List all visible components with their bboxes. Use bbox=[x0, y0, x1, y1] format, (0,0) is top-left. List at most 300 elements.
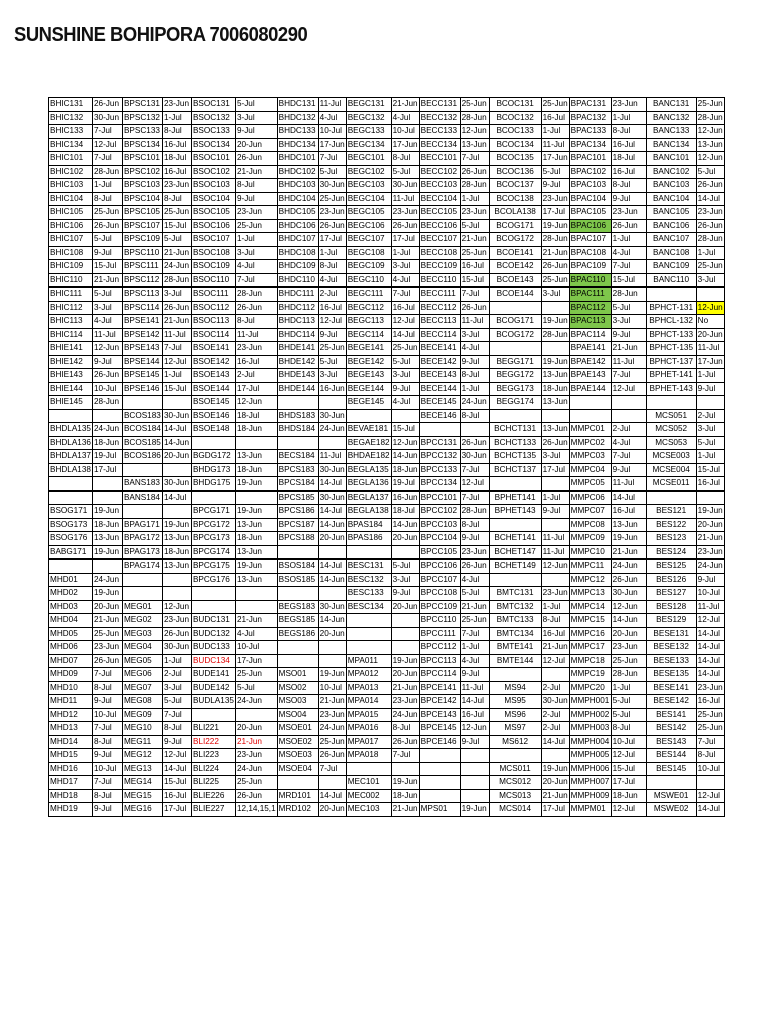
course-code-cell: BHDC101 bbox=[277, 152, 318, 166]
course-code-cell: BESC131 bbox=[346, 559, 391, 573]
exam-date-cell: 11-Jul bbox=[696, 342, 724, 356]
exam-date-cell: 25-Jun bbox=[696, 260, 724, 274]
table-row bbox=[49, 450, 725, 464]
course-code-cell: MCS051 bbox=[646, 409, 696, 423]
exam-date-cell: 17-Jul bbox=[541, 206, 569, 220]
exam-date-cell: 23-Jun bbox=[162, 614, 191, 628]
exam-date-cell: 12-Jun bbox=[92, 342, 122, 356]
course-code-cell: BLI224 bbox=[191, 762, 235, 776]
course-code-cell: BHDC103 bbox=[277, 179, 318, 193]
exam-date-cell: 26-Jun bbox=[318, 219, 346, 233]
course-code-cell: BECC112 bbox=[419, 301, 460, 315]
exam-date-cell: 7-Jul bbox=[611, 260, 646, 274]
exam-date-cell bbox=[541, 668, 569, 682]
exam-date-cell: 23-Jun bbox=[318, 206, 346, 220]
exam-date-cell: 23-Jun bbox=[541, 192, 569, 206]
course-code-cell: BECC114 bbox=[419, 328, 460, 342]
course-code-cell: BPCC113 bbox=[419, 654, 460, 668]
exam-date-cell: 3-Jul bbox=[541, 287, 569, 301]
exam-date-cell: 26-Jun bbox=[162, 301, 191, 315]
course-code-cell: MMPH009 bbox=[569, 789, 611, 803]
exam-date-cell: 23-Jun bbox=[162, 98, 191, 112]
exam-date-cell: 20-Jun bbox=[696, 328, 724, 342]
exam-date-cell: 21-Jun bbox=[696, 532, 724, 546]
exam-date-cell: 25-Jun bbox=[696, 98, 724, 112]
exam-date-cell: 9-Jul bbox=[391, 587, 419, 601]
exam-date-cell: 25-Jun bbox=[235, 219, 277, 233]
course-code-cell bbox=[346, 409, 391, 423]
exam-date-cell bbox=[541, 477, 569, 491]
exam-date-cell: 13-Jun bbox=[696, 138, 724, 152]
exam-date-cell: 23-Jun bbox=[318, 708, 346, 722]
course-code-cell: BCOE142 bbox=[489, 260, 541, 274]
exam-date-cell: 9-Jul bbox=[696, 382, 724, 396]
course-code-cell: BEGG171 bbox=[489, 355, 541, 369]
exam-date-cell: 9-Jul bbox=[541, 505, 569, 519]
course-code-cell: MMPC12 bbox=[569, 573, 611, 587]
course-code-cell: BES123 bbox=[646, 532, 696, 546]
exam-date-cell: 3-Jul bbox=[92, 301, 122, 315]
exam-date-cell: 18-Jul bbox=[235, 409, 277, 423]
course-code-cell: BEGC101 bbox=[346, 152, 391, 166]
course-code-cell: BESC133 bbox=[346, 587, 391, 601]
course-code-cell: BPCC109 bbox=[419, 600, 460, 614]
course-code-cell: MEG10 bbox=[122, 722, 162, 736]
course-code-cell: MEG07 bbox=[122, 681, 162, 695]
exam-date-cell: 24-Jun bbox=[611, 559, 646, 573]
table-row bbox=[49, 98, 725, 112]
exam-date-cell: 9-Jul bbox=[92, 246, 122, 260]
course-code-cell: BPAC110 bbox=[569, 273, 611, 287]
course-code-cell: BES121 bbox=[646, 505, 696, 519]
exam-date-cell: 18-Jul bbox=[611, 152, 646, 166]
exam-date-cell bbox=[235, 587, 277, 601]
exam-date-cell: 24-Jun bbox=[391, 708, 419, 722]
table-row bbox=[49, 436, 725, 450]
exam-date-cell: 2-Jul bbox=[541, 681, 569, 695]
course-code-cell: BANC102 bbox=[646, 165, 696, 179]
course-code-cell: BHDC111 bbox=[277, 287, 318, 301]
exam-date-cell: 14-Jun bbox=[318, 614, 346, 628]
exam-date-cell: 16-Jun bbox=[391, 491, 419, 505]
exam-date-cell bbox=[391, 762, 419, 776]
course-code-cell: BES129 bbox=[646, 614, 696, 628]
course-code-cell: BMTE144 bbox=[489, 654, 541, 668]
exam-date-cell: 24-Jun bbox=[162, 260, 191, 274]
course-code-cell: BSOC114 bbox=[191, 328, 235, 342]
exam-date-cell: 20-Jun bbox=[391, 668, 419, 682]
table-row bbox=[49, 328, 725, 342]
course-code-cell: BHDC112 bbox=[277, 301, 318, 315]
course-code-cell: BEGC104 bbox=[346, 192, 391, 206]
exam-date-cell: 20-Jun bbox=[318, 532, 346, 546]
course-code-cell: BHIC110 bbox=[49, 273, 93, 287]
exam-date-cell: 9-Jul bbox=[460, 668, 489, 682]
course-code-cell: MMPC15 bbox=[569, 614, 611, 628]
exam-date-cell: 26-Jun bbox=[235, 789, 277, 803]
course-code-cell: BEGE144 bbox=[346, 382, 391, 396]
exam-date-cell: 25-Jun bbox=[541, 273, 569, 287]
course-code-cell: BANC104 bbox=[646, 192, 696, 206]
exam-date-cell bbox=[391, 627, 419, 641]
course-code-cell: BCOE144 bbox=[489, 287, 541, 301]
exam-date-cell: 8-Jul bbox=[162, 125, 191, 139]
course-code-cell: BEGE141 bbox=[346, 342, 391, 356]
exam-date-cell: 16-Jul bbox=[611, 165, 646, 179]
exam-date-cell: 3-Jul bbox=[391, 260, 419, 274]
exam-date-cell: 13-Jun bbox=[235, 573, 277, 587]
course-code-cell: BHDLA138 bbox=[49, 463, 93, 477]
exam-date-cell: 26-Jun bbox=[696, 179, 724, 193]
exam-date-cell: 25-Jun bbox=[235, 668, 277, 682]
course-code-cell: BHIC114 bbox=[49, 328, 93, 342]
exam-date-cell: 21-Jun bbox=[235, 735, 277, 749]
exam-date-cell: 7-Jul bbox=[92, 722, 122, 736]
table-row bbox=[49, 776, 725, 790]
course-code-cell: MMPC10 bbox=[569, 545, 611, 559]
course-code-cell: BPHET141 bbox=[489, 491, 541, 505]
course-code-cell: BPCS183 bbox=[277, 463, 318, 477]
course-code-cell: BPSC111 bbox=[122, 260, 162, 274]
exam-date-cell: 25-Jun bbox=[92, 627, 122, 641]
exam-date-cell: 17-Jun bbox=[235, 654, 277, 668]
exam-date-cell: 18-Jun bbox=[235, 423, 277, 437]
course-code-cell: BPHET-141 bbox=[646, 369, 696, 383]
exam-date-cell: 8-Jul bbox=[162, 722, 191, 736]
course-code-cell: BPAC112 bbox=[569, 301, 611, 315]
exam-date-cell: 17-Jul bbox=[162, 803, 191, 817]
exam-date-cell: 14-Jun bbox=[318, 573, 346, 587]
course-code-cell: BCOS186 bbox=[122, 450, 162, 464]
course-code-cell: MSO01 bbox=[277, 668, 318, 682]
course-code-cell: BSOC134 bbox=[191, 138, 235, 152]
exam-date-cell: 12-Jun bbox=[696, 301, 724, 315]
exam-date-cell: 1-Jul bbox=[460, 192, 489, 206]
exam-date-cell: 4-Jul bbox=[235, 627, 277, 641]
course-code-cell: BEGC114 bbox=[346, 328, 391, 342]
exam-date-cell: 25-Jun bbox=[92, 206, 122, 220]
course-code-cell: BANC109 bbox=[646, 260, 696, 274]
exam-date-cell bbox=[696, 287, 724, 301]
course-code-cell: BES126 bbox=[646, 573, 696, 587]
exam-date-cell bbox=[235, 491, 277, 505]
exam-date-cell: 25-Jun bbox=[460, 614, 489, 628]
course-code-cell: BESE132 bbox=[646, 641, 696, 655]
course-code-cell: BPCC111 bbox=[419, 627, 460, 641]
exam-date-cell bbox=[235, 436, 277, 450]
exam-date-cell: 8-Jul bbox=[696, 749, 724, 763]
course-code-cell: BUDE142 bbox=[191, 681, 235, 695]
exam-date-cell: 21-Jun bbox=[391, 98, 419, 112]
course-code-cell: BSOC131 bbox=[191, 98, 235, 112]
table-row bbox=[49, 246, 725, 260]
course-code-cell: BHDAE182 bbox=[346, 450, 391, 464]
course-code-cell: BESE133 bbox=[646, 654, 696, 668]
course-code-cell: BPCC101 bbox=[419, 491, 460, 505]
course-code-cell: BHDC113 bbox=[277, 315, 318, 329]
exam-date-cell: 21-Jun bbox=[162, 315, 191, 329]
course-code-cell: BPSC103 bbox=[122, 179, 162, 193]
exam-date-cell bbox=[162, 573, 191, 587]
exam-date-cell: 16-Jul bbox=[696, 477, 724, 491]
exam-date-cell: 11-Jul bbox=[235, 328, 277, 342]
table-row bbox=[49, 762, 725, 776]
course-code-cell bbox=[489, 342, 541, 356]
exam-date-cell: 8-Jul bbox=[541, 614, 569, 628]
course-code-cell: MMPC14 bbox=[569, 600, 611, 614]
course-code-cell: BPAC113 bbox=[569, 315, 611, 329]
course-code-cell: MMPC19 bbox=[569, 668, 611, 682]
course-code-cell: BPCC110 bbox=[419, 614, 460, 628]
course-code-cell: BESE141 bbox=[646, 681, 696, 695]
course-code-cell: BCOE143 bbox=[489, 273, 541, 287]
course-code-cell: MMPC18 bbox=[569, 654, 611, 668]
course-code-cell: BANC134 bbox=[646, 138, 696, 152]
table-row bbox=[49, 233, 725, 247]
course-code-cell: BSOC111 bbox=[191, 287, 235, 301]
course-code-cell: BEGG173 bbox=[489, 382, 541, 396]
exam-date-cell: 5-Jul bbox=[162, 233, 191, 247]
course-code-cell: BHDC106 bbox=[277, 219, 318, 233]
course-code-cell bbox=[489, 573, 541, 587]
course-code-cell: MHD18 bbox=[49, 789, 93, 803]
course-code-cell bbox=[49, 477, 93, 491]
course-code-cell: BECC133 bbox=[419, 125, 460, 139]
course-code-cell: BPCE143 bbox=[419, 708, 460, 722]
exam-date-cell: 30-Jun bbox=[460, 450, 489, 464]
exam-date-cell: 26-Jun bbox=[611, 573, 646, 587]
exam-date-cell: 19-Jun bbox=[92, 505, 122, 519]
exam-date-cell: 7-Jul bbox=[460, 463, 489, 477]
course-code-cell: BSOG171 bbox=[49, 505, 93, 519]
exam-date-cell bbox=[235, 600, 277, 614]
exam-date-cell: 14-Jun bbox=[611, 614, 646, 628]
course-code-cell: BCHCT133 bbox=[489, 436, 541, 450]
course-code-cell bbox=[122, 573, 162, 587]
table-row bbox=[49, 273, 725, 287]
course-code-cell: MHD15 bbox=[49, 749, 93, 763]
course-code-cell bbox=[489, 409, 541, 423]
course-code-cell: MMPC03 bbox=[569, 450, 611, 464]
course-code-cell bbox=[646, 287, 696, 301]
course-code-cell bbox=[419, 789, 460, 803]
course-code-cell: BECS184 bbox=[277, 450, 318, 464]
course-code-cell: BHIC105 bbox=[49, 206, 93, 220]
exam-date-cell: 9-Jul bbox=[391, 382, 419, 396]
exam-date-cell: 11-Jul bbox=[162, 328, 191, 342]
exam-date-cell: 12-Jun bbox=[696, 152, 724, 166]
course-code-cell: BEVAE181 bbox=[346, 423, 391, 437]
exam-date-cell: 7-Jul bbox=[92, 776, 122, 790]
exam-date-cell: 4-Jul bbox=[460, 654, 489, 668]
exam-date-cell: 3-Jul bbox=[696, 423, 724, 437]
exam-date-cell: 12-Jul bbox=[696, 614, 724, 628]
exam-date-cell: 23-Jun bbox=[541, 587, 569, 601]
course-code-cell: MHD03 bbox=[49, 600, 93, 614]
exam-date-cell: 23-Jun bbox=[611, 206, 646, 220]
course-code-cell: MPA013 bbox=[346, 681, 391, 695]
course-code-cell bbox=[191, 600, 235, 614]
course-code-cell: BPAG171 bbox=[122, 518, 162, 532]
exam-date-cell: 4-Jul bbox=[611, 246, 646, 260]
exam-date-cell: 16-Jul bbox=[460, 260, 489, 274]
course-code-cell: BCOC135 bbox=[489, 152, 541, 166]
course-code-cell: BSOC104 bbox=[191, 192, 235, 206]
exam-date-cell: 11-Jul bbox=[611, 355, 646, 369]
course-code-cell bbox=[346, 545, 391, 559]
course-code-cell: BCOG171 bbox=[489, 315, 541, 329]
exam-date-cell: 7-Jul bbox=[460, 287, 489, 301]
exam-date-cell: 9-Jul bbox=[696, 573, 724, 587]
exam-date-cell: 1-Jul bbox=[162, 369, 191, 383]
exam-date-cell bbox=[92, 559, 122, 573]
table-row bbox=[49, 138, 725, 152]
course-code-cell: BPAS186 bbox=[346, 532, 391, 546]
course-code-cell: BHDLA135 bbox=[49, 423, 93, 437]
exam-date-cell: 28-Jun bbox=[235, 287, 277, 301]
exam-date-cell: 26-Jun bbox=[318, 749, 346, 763]
course-code-cell: BECC106 bbox=[419, 219, 460, 233]
exam-date-cell: 9-Jul bbox=[92, 749, 122, 763]
course-code-cell: BPSC104 bbox=[122, 192, 162, 206]
exam-date-cell: 7-Jul bbox=[92, 125, 122, 139]
exam-date-cell: 23-Jun bbox=[696, 545, 724, 559]
table-row bbox=[49, 423, 725, 437]
exam-date-cell bbox=[318, 654, 346, 668]
exam-date-cell: 7-Jul bbox=[391, 749, 419, 763]
course-code-cell: BHDC114 bbox=[277, 328, 318, 342]
course-code-cell: MSO03 bbox=[277, 695, 318, 709]
exam-date-cell: 16-Jul bbox=[235, 355, 277, 369]
exam-date-cell: 30-Jun bbox=[318, 600, 346, 614]
table-row bbox=[49, 463, 725, 477]
course-code-cell: BHDC108 bbox=[277, 246, 318, 260]
table-row bbox=[49, 545, 725, 559]
course-code-cell: BCOS183 bbox=[122, 409, 162, 423]
exam-date-cell: 10-Jul bbox=[611, 735, 646, 749]
exam-date-cell: 21-Jun bbox=[541, 789, 569, 803]
exam-date-cell: 24-Jun bbox=[92, 423, 122, 437]
course-code-cell: MEG06 bbox=[122, 668, 162, 682]
exam-date-cell: 13-Jun bbox=[162, 559, 191, 573]
exam-date-cell: 26-Jun bbox=[92, 369, 122, 383]
exam-date-cell bbox=[460, 762, 489, 776]
course-code-cell: BECE143 bbox=[419, 369, 460, 383]
exam-date-cell: 2-Jul bbox=[611, 423, 646, 437]
exam-date-cell: 7-Jul bbox=[235, 273, 277, 287]
course-code-cell: BECE144 bbox=[419, 382, 460, 396]
course-code-cell: BMTC131 bbox=[489, 587, 541, 601]
course-code-cell bbox=[489, 301, 541, 315]
exam-date-cell: 18-Jun bbox=[92, 436, 122, 450]
course-code-cell: BPSC102 bbox=[122, 165, 162, 179]
course-code-cell: BSOC107 bbox=[191, 233, 235, 247]
exam-date-cell bbox=[696, 396, 724, 410]
exam-date-cell: 7-Jul bbox=[696, 735, 724, 749]
course-code-cell: BCOE141 bbox=[489, 246, 541, 260]
exam-date-cell: 10-Jul bbox=[696, 762, 724, 776]
exam-date-cell: 17-Jul bbox=[541, 803, 569, 817]
exam-date-cell: 26-Jun bbox=[162, 627, 191, 641]
exam-date-cell: 2-Jul bbox=[541, 722, 569, 736]
exam-date-cell: 2-Jul bbox=[541, 708, 569, 722]
course-code-cell: BESE131 bbox=[646, 627, 696, 641]
exam-date-cell: 19-Jun bbox=[318, 668, 346, 682]
exam-date-cell: 11-Jul bbox=[460, 681, 489, 695]
exam-date-cell: 1-Jul bbox=[460, 641, 489, 655]
exam-date-cell: 14-Jul bbox=[696, 668, 724, 682]
exam-date-cell bbox=[460, 423, 489, 437]
exam-date-cell: 3-Jul bbox=[235, 111, 277, 125]
exam-date-cell: 21-Jun bbox=[391, 803, 419, 817]
exam-date-cell: 19-Jul bbox=[391, 477, 419, 491]
exam-date-cell: 28-Jun bbox=[460, 111, 489, 125]
course-code-cell: BPCC102 bbox=[419, 505, 460, 519]
exam-date-cell: 12-Jul bbox=[611, 803, 646, 817]
exam-date-cell: 26-Jun bbox=[92, 654, 122, 668]
course-code-cell: BHIC134 bbox=[49, 138, 93, 152]
course-code-cell: BSOS184 bbox=[277, 559, 318, 573]
course-code-cell: MMPM01 bbox=[569, 803, 611, 817]
exam-date-cell: 14-Jul bbox=[162, 491, 191, 505]
exam-date-cell: No bbox=[696, 315, 724, 329]
exam-date-cell bbox=[611, 396, 646, 410]
course-code-cell: BPHCT-131 bbox=[646, 301, 696, 315]
exam-date-cell: 8-Jul bbox=[92, 192, 122, 206]
course-code-cell: BPAG174 bbox=[122, 559, 162, 573]
exam-date-cell: 5-Jul bbox=[611, 301, 646, 315]
course-code-cell: BPCG174 bbox=[191, 545, 235, 559]
exam-date-cell: 10-Jul bbox=[318, 125, 346, 139]
exam-date-cell: 7-Jul bbox=[460, 627, 489, 641]
exam-date-cell: 12-Jul bbox=[611, 382, 646, 396]
exam-date-cell: 19-Jun bbox=[235, 505, 277, 519]
exam-date-cell: 30-Jun bbox=[318, 179, 346, 193]
exam-date-cell: 5-Jul bbox=[318, 165, 346, 179]
exam-date-cell: 3-Jul bbox=[391, 573, 419, 587]
table-row bbox=[49, 722, 725, 736]
exam-date-cell: 19-Jun bbox=[541, 355, 569, 369]
course-code-cell: BHDC105 bbox=[277, 206, 318, 220]
course-code-cell: BSOE144 bbox=[191, 382, 235, 396]
exam-date-cell: 3-Jul bbox=[696, 273, 724, 287]
course-code-cell: BSOC133 bbox=[191, 125, 235, 139]
exam-date-cell: 15-Jul bbox=[391, 423, 419, 437]
course-code-cell: MMPC01 bbox=[569, 423, 611, 437]
exam-date-cell: 18-Jun bbox=[611, 789, 646, 803]
exam-date-cell: 1-Jul bbox=[611, 111, 646, 125]
course-code-cell bbox=[346, 614, 391, 628]
exam-date-cell: 3-Jul bbox=[611, 315, 646, 329]
exam-date-cell: 4-Jul bbox=[391, 111, 419, 125]
exam-date-cell: 13-Jun bbox=[460, 138, 489, 152]
course-code-cell bbox=[277, 776, 318, 790]
exam-date-cell: 18-Jul bbox=[162, 152, 191, 166]
course-code-cell: BHDC102 bbox=[277, 165, 318, 179]
table-row bbox=[49, 409, 725, 423]
course-code-cell: BSOC105 bbox=[191, 206, 235, 220]
course-code-cell: MHD07 bbox=[49, 654, 93, 668]
course-code-cell: BANC110 bbox=[646, 273, 696, 287]
course-code-cell: MCS014 bbox=[489, 803, 541, 817]
exam-date-cell: 23-Jun bbox=[162, 179, 191, 193]
course-code-cell: BHIC109 bbox=[49, 260, 93, 274]
course-code-cell: BPAC104 bbox=[569, 192, 611, 206]
course-code-cell: MMPC09 bbox=[569, 532, 611, 546]
course-code-cell: BES145 bbox=[646, 762, 696, 776]
course-code-cell: BCOLA138 bbox=[489, 206, 541, 220]
course-code-cell: BHIC106 bbox=[49, 219, 93, 233]
